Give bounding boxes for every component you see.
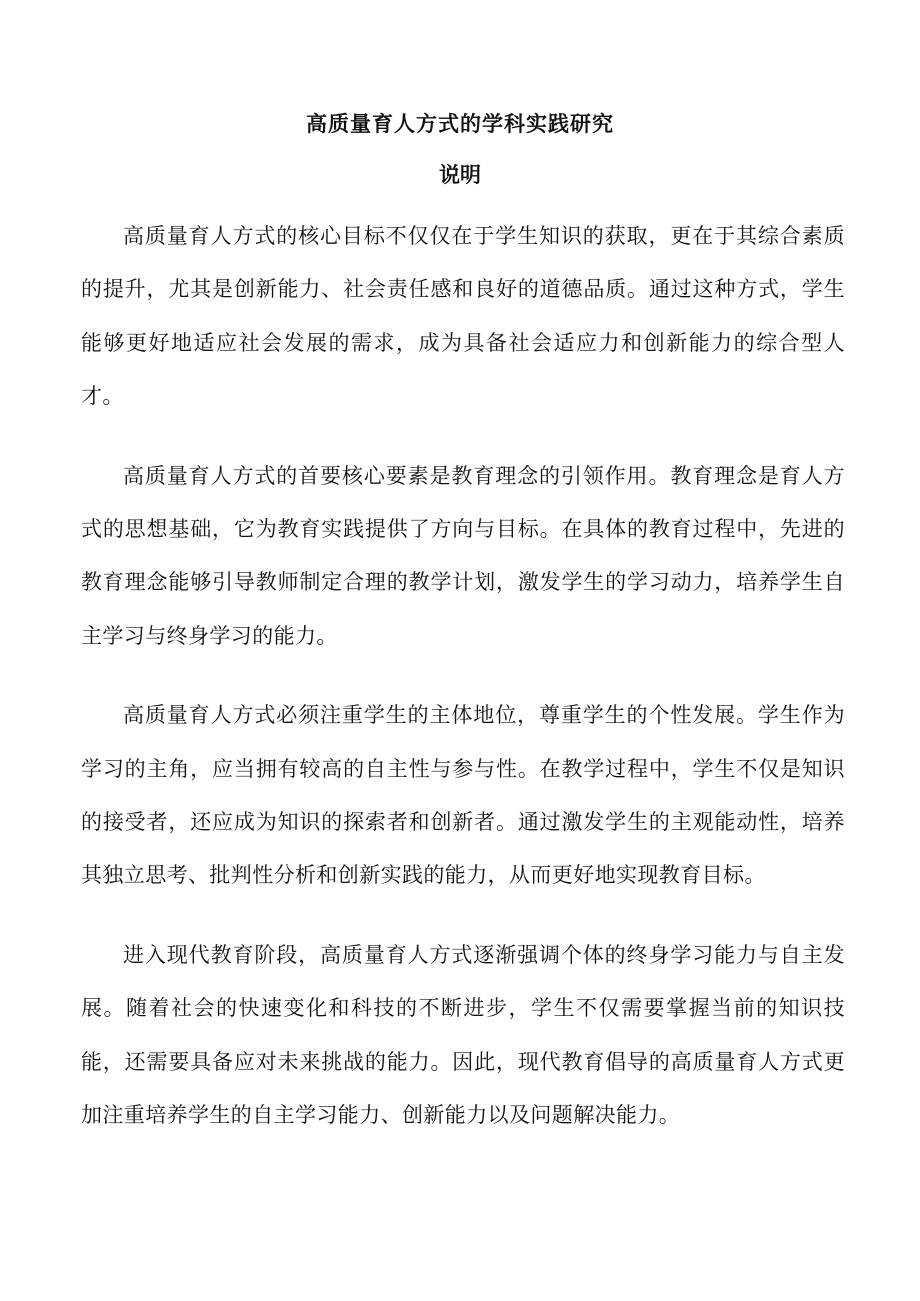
paragraph-4: 进入现代教育阶段，高质量育人方式逐渐强调个体的终身学习能力与自主发展。随着社会的快速变化和科技的不断进步，学生不仅需要掌握当前的知识技能，还需要具备应对未来挑战的能力。因此，现代教育倡导的高质量育人方式更加注重培养学生的自主学习能力、创新能力以及问题解决能力。	[81, 942, 845, 1128]
paragraph-3: 高质量育人方式必须注重学生的主体地位，尊重学生的个性发展。学生作为学习的主角，应当拥有较高的自主性与参与性。在教学过程中，学生不仅是知识的接受者，还应成为知识的探索者和创新者。通过激发学生的主观能动性，培养其独立思考、批判性分析和创新实践的能力，从而更好地实现教育目标。	[81, 703, 845, 888]
document-body	[81, 210, 845, 1169]
document-title: 高质量育人方式的学科实践研究	[306, 111, 614, 136]
paragraph-2: 高质量育人方式的首要核心要素是教育理念的引领作用。教育理念是育人方式的思想基础，它为教育实践提供了方向与目标。在具体的教育过程中，先进的教育理念能够引导教师制定合理的教学计划，激发学生的学习动力，培养学生自主学习与终身学习的能力。	[81, 463, 845, 648]
section-heading: 说明	[439, 162, 481, 187]
paragraph-1: 高质量育人方式的核心目标不仅仅在于学生知识的获取，更在于其综合素质的提升，尤其是创新能力、社会责任感和良好的道德品质。通过这种方式，学生能够更好地适应社会发展的需求，成为具备社会适应力和创新能力的综合型人才。	[81, 224, 845, 409]
